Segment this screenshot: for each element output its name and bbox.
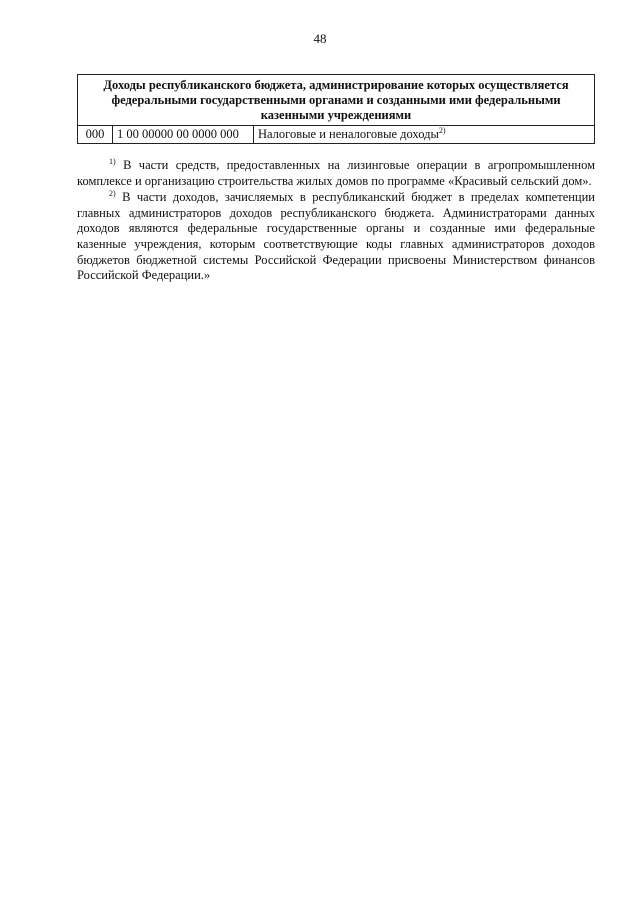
footnote-2 xyxy=(77,190,595,284)
admin-code-cell: 000 xyxy=(78,126,113,144)
page-number: 48 xyxy=(313,31,327,46)
footnote-1 xyxy=(77,158,595,189)
footnote-mark: 2) xyxy=(109,189,116,199)
footnotes xyxy=(77,158,595,285)
footnote-mark: 1) xyxy=(109,156,116,166)
revenue-table xyxy=(77,74,595,144)
table-header: Доходы республиканского бюджета, администрирование которых осуществляется федеральными государственными органами и созданными ими федеральными казенными учреждениями xyxy=(78,75,595,126)
footnote-ref: 2) xyxy=(438,125,446,135)
revenue-code-cell: 1 00 00000 00 0000 000 xyxy=(113,126,254,144)
table-row xyxy=(78,126,595,144)
revenue-name-cell xyxy=(254,126,595,144)
footnote-text: В части средств, предоставленных на лизинговые операции в агропромышленном комплексе и организацию строительства жилых домов по программе «Красивый сельский дом». xyxy=(77,158,596,188)
footnote-text: В части доходов, зачисляемых в республиканский бюджет в пределах компетенции главных администраторов доходов республиканского бюджета. Администраторами данных доходов являются федеральные государственные органы и созданные ими федеральные казенные учреждения, которым соответствующие коды главных администраторов доходов бюджетов бюджетной системы Российской Федерации присвоены Министерством финансов Российской Федерации.» xyxy=(77,190,595,283)
table-header-row xyxy=(78,75,595,126)
revenue-name-text: Налоговые и неналоговые доходы xyxy=(258,127,439,141)
